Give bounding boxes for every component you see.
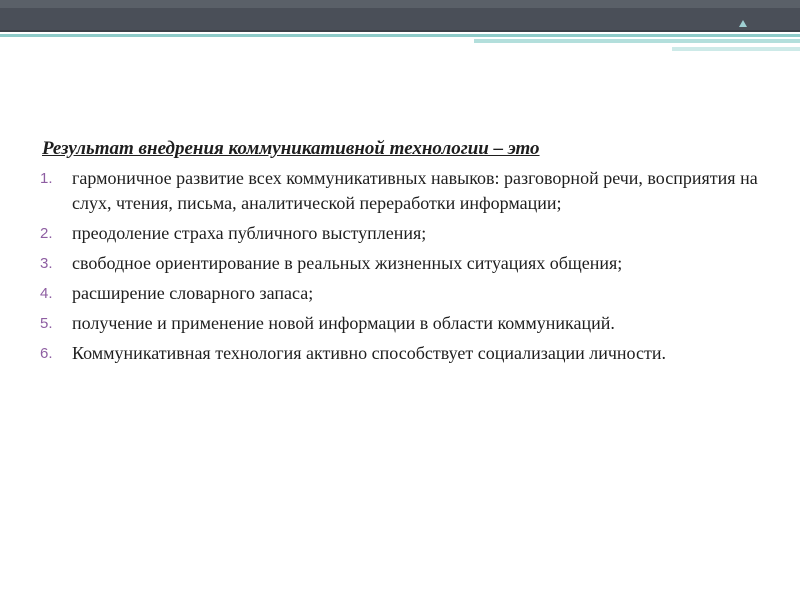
list-number: 6. [40,345,53,362]
list-item [40,281,760,306]
list-item [40,311,760,336]
header-accent-stripe-short [474,39,800,43]
slide-header-band [0,0,800,32]
list-item-text: расширение словарного запаса; [72,283,314,303]
list-item-text: Коммуникативная технология активно способствует социализации личности. [72,343,666,363]
list-item [40,341,760,366]
result-list [40,166,760,366]
list-item-text: гармоничное развитие всех коммуникативных навыков: разговорной речи, восприятия на слух, чтения, письма, аналитической переработки информации; [72,168,758,213]
list-item-text: получение и применение новой информации в области коммуникаций. [72,313,615,333]
list-number: 4. [40,285,53,302]
list-item [40,251,760,276]
slide-body [40,136,760,371]
header-accent-stripe-shortest [672,47,800,51]
list-number: 2. [40,225,53,242]
list-number: 3. [40,255,53,272]
slide-heading: Результат внедрения коммуникативной технологии – это [42,138,540,159]
list-item-text: преодоление страха публичного выступления; [72,223,427,243]
list-number: 1. [40,170,53,187]
up-arrow-icon [739,20,747,27]
list-item-text: свободное ориентирование в реальных жизненных ситуациях общения; [72,253,623,273]
header-accent-stripe [0,34,800,37]
list-item [40,166,760,216]
list-item [40,221,760,246]
list-number: 5. [40,315,53,332]
